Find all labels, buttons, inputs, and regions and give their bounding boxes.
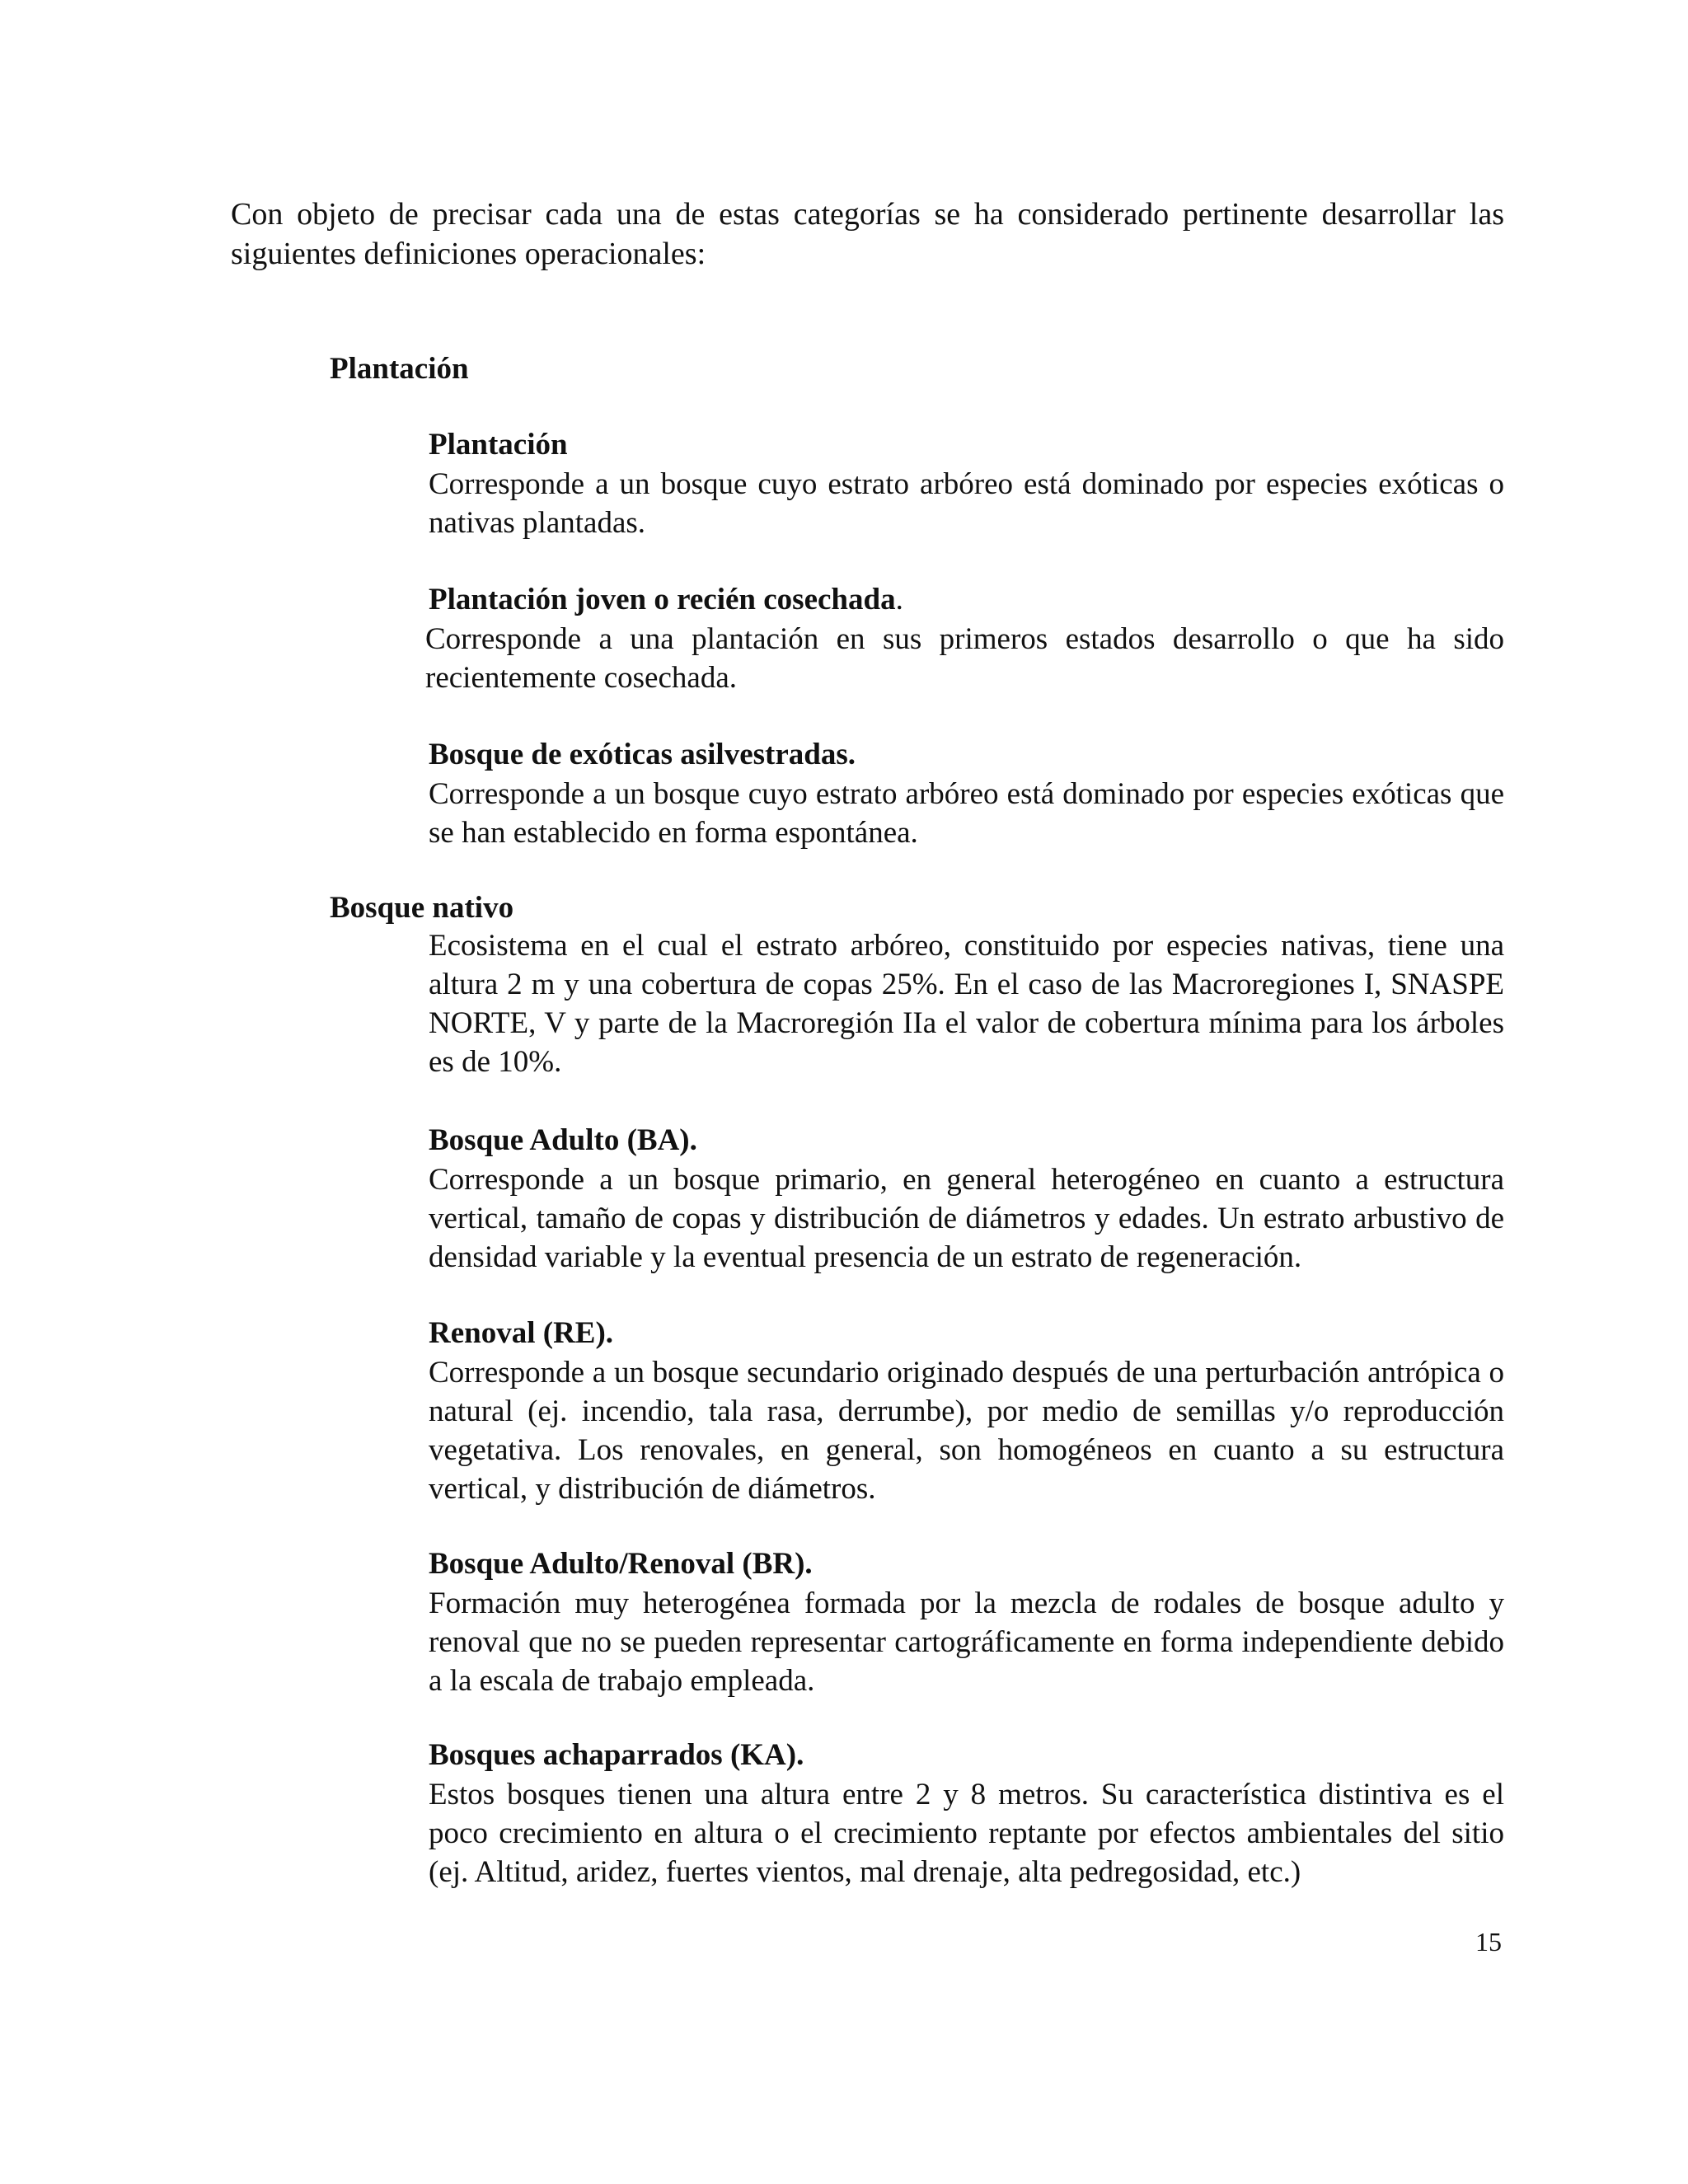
entry-title bbox=[429, 580, 1504, 620]
entry-plantacion-joven bbox=[425, 580, 1504, 697]
section-heading-bosque-nativo: Bosque nativo bbox=[330, 891, 514, 925]
entry-bosques-achaparrados bbox=[429, 1736, 1504, 1891]
entry-bosque-adulto-renoval bbox=[429, 1544, 1504, 1700]
entry-body: Corresponde a un bosque primario, en general heterogéneo en cuanto a estructura vertical, tamaño de copas y distribución de diámetros y edades. Un estrato arbustivo de densidad variable y la eventual presencia de un estrato de regeneración. bbox=[429, 1163, 1504, 1274]
page-number: 15 bbox=[1475, 1927, 1502, 1957]
bosque-nativo-definition: Ecosistema en el cual el estrato arbóreo, constituido por especies nativas, tiene una altura 2 m y una cobertura de copas 25%. En el caso de las Macroregiones I, SNASPE NORTE, V y parte de la Macroregión IIa el valor de cobertura mínima para los árboles es de 10%. bbox=[429, 929, 1504, 1079]
entry-title: Bosque Adulto/Renoval (BR). bbox=[429, 1547, 813, 1581]
entry-title-period: . bbox=[895, 583, 903, 616]
entry-body: Estos bosques tienen una altura entre 2 y 8 metros. Su característica distintiva es el poco crecimiento en altura o el crecimiento reptante por efectos ambientales del sitio (ej. Altitud, aridez, fuertes vientos, mal drenaje, alta pedregosidad, etc.) bbox=[429, 1778, 1504, 1889]
entry-body: Corresponde a una plantación en sus primeros estados desarrollo o que ha sido recientemente cosechada. bbox=[425, 622, 1504, 695]
entry-body: Corresponde a un bosque secundario originado después de una perturbación antrópica o natural (ej. incendio, tala rasa, derrumbe), por medio de semillas y/o reproducción vegetativa. Los renovales, en general, son homogéneos en cuanto a su estructura vertical, y distribución de diámetros. bbox=[429, 1356, 1504, 1506]
entry-plantacion bbox=[429, 425, 1504, 542]
entry-bosque-adulto bbox=[429, 1121, 1504, 1277]
entry-body: Corresponde a un bosque cuyo estrato arbóreo está dominado por especies exóticas o nativas plantadas. bbox=[429, 467, 1504, 540]
entry-title: Renoval (RE). bbox=[429, 1316, 614, 1350]
section-heading-plantacion: Plantación bbox=[330, 352, 469, 386]
entry-bosque-exoticas bbox=[429, 735, 1504, 852]
entry-title-text: Plantación joven o recién cosechada bbox=[429, 583, 896, 616]
entry-title: Bosque Adulto (BA). bbox=[429, 1123, 697, 1157]
entry-body: Corresponde a un bosque cuyo estrato arbóreo está dominado por especies exóticas que se han establecido en forma espontánea. bbox=[429, 777, 1504, 850]
entry-title: Plantación bbox=[429, 428, 568, 462]
entry-title: Bosque de exóticas asilvestradas. bbox=[429, 738, 856, 771]
entry-title: Bosques achaparrados (KA). bbox=[429, 1738, 804, 1772]
entry-renoval bbox=[429, 1314, 1504, 1508]
intro-paragraph: Con objeto de precisar cada una de estas categorías se ha considerado pertinente desarrollar las siguientes definiciones operacionales: bbox=[231, 197, 1504, 271]
entry-body: Formación muy heterogénea formada por la mezcla de rodales de bosque adulto y renoval que no se pueden representar cartográficamente en forma independiente debido a la escala de trabajo empleada. bbox=[429, 1586, 1504, 1698]
